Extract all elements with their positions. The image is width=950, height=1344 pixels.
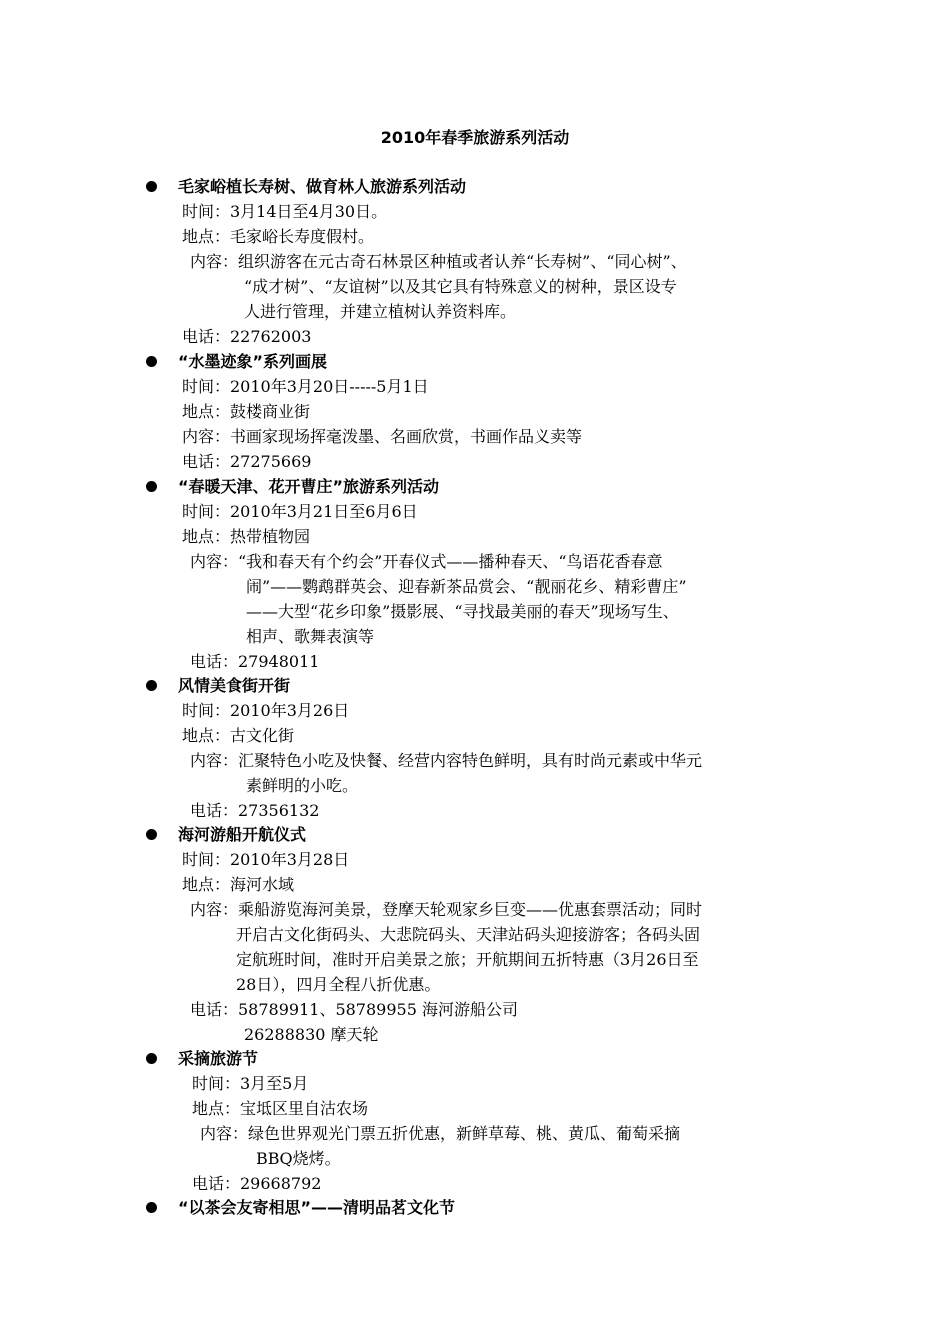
event-content: 开启古文化街码头、大悲院码头、天津站码头迎接游客；各码头固 [236,925,701,944]
event-place: 地点：毛家峪长寿度假村。 [182,227,375,246]
event-content: 内容：汇聚特色小吃及快餐、经营内容特色鲜明，具有时尚元素或中华元 [190,751,703,770]
bullet-icon [146,680,157,691]
event-place: 地点：古文化街 [182,726,295,745]
bullet-icon [146,481,157,492]
bullet-icon [146,1202,157,1213]
bullet-icon [146,829,157,840]
event-content: 定航班时间，准时开启美景之旅；开航期间五折特惠（3月26日至 [236,950,699,969]
event-place: 地点：海河水域 [182,875,295,894]
event-phone: 电话：58789911、58789955 海河游船公司 [190,1000,518,1019]
bullet-icon [146,181,157,192]
event-content: 闹”——鹦鹉群英会、迎春新茶品赏会、“靓丽花乡、精彩曹庄” [246,577,687,596]
event-content: 内容：乘船游览海河美景，登摩天轮观家乡巨变——优惠套票活动；同时 [190,900,703,919]
section-heading: 风情美食街开街 [178,676,291,695]
event-content: 相声、歌舞表演等 [246,627,375,646]
event-phone: 电话：22762003 [182,327,312,346]
event-time: 时间：2010年3月21日至6月6日 [182,502,418,521]
event-content: ——大型“花乡印象”摄影展、“寻找最美丽的春天”现场写生、 [246,602,679,621]
event-content: 内容：绿色世界观光门票五折优惠，新鲜草莓、桃、黄瓜、葡萄采摘 [200,1124,681,1143]
event-place: 地点：鼓楼商业街 [182,402,311,421]
event-content: 人进行管理，并建立植树认养资料库。 [244,302,517,321]
event-phone: 电话：27356132 [190,801,320,820]
section-heading: 海河游船开航仪式 [178,825,307,844]
event-time: 时间：2010年3月28日 [182,850,350,869]
event-content: 28日），四月全程八折优惠。 [236,975,441,994]
section-heading: 毛家峪植长寿树、做育林人旅游系列活动 [178,177,467,196]
page-title: 2010年春季旅游系列活动 [380,128,570,147]
event-place: 地点：宝坻区里自沽农场 [192,1099,369,1118]
event-content: 素鲜明的小吃。 [246,776,359,795]
event-phone: 电话：27275669 [182,452,312,471]
event-content: 内容：书画家现场挥毫泼墨、名画欣赏，书画作品义卖等 [182,427,583,446]
event-place: 地点：热带植物园 [182,527,311,546]
event-time: 时间：3月14日至4月30日。 [182,202,388,221]
event-content: BBQ烧烤。 [256,1149,341,1168]
event-content: 内容：组织游客在元古奇石林景区种植或者认养“长寿树”、“同心树”、 [190,252,687,271]
section-heading: “水墨迹象”系列画展 [178,352,328,371]
event-phone: 电话：27948011 [190,652,320,671]
event-time: 时间：3月至5月 [192,1074,309,1093]
event-time: 时间：2010年3月20日-----5月1日 [182,377,429,396]
section-heading: 采摘旅游节 [178,1049,259,1068]
event-content: “成才树”、“友谊树”以及其它具有特殊意义的树种，景区设专 [244,277,677,296]
event-time: 时间：2010年3月26日 [182,701,350,720]
bullet-icon [146,356,157,367]
event-phone: 电话：29668792 [192,1174,322,1193]
section-heading: “以茶会友寄相思”——清明品茗文化节 [178,1198,456,1217]
event-phone: 26288830 摩天轮 [244,1025,379,1044]
event-content: 内容：“我和春天有个约会”开春仪式——播种春天、“鸟语花香春意 [190,552,663,571]
bullet-icon [146,1053,157,1064]
section-heading: “春暖天津、花开曹庄”旅游系列活动 [178,477,440,496]
